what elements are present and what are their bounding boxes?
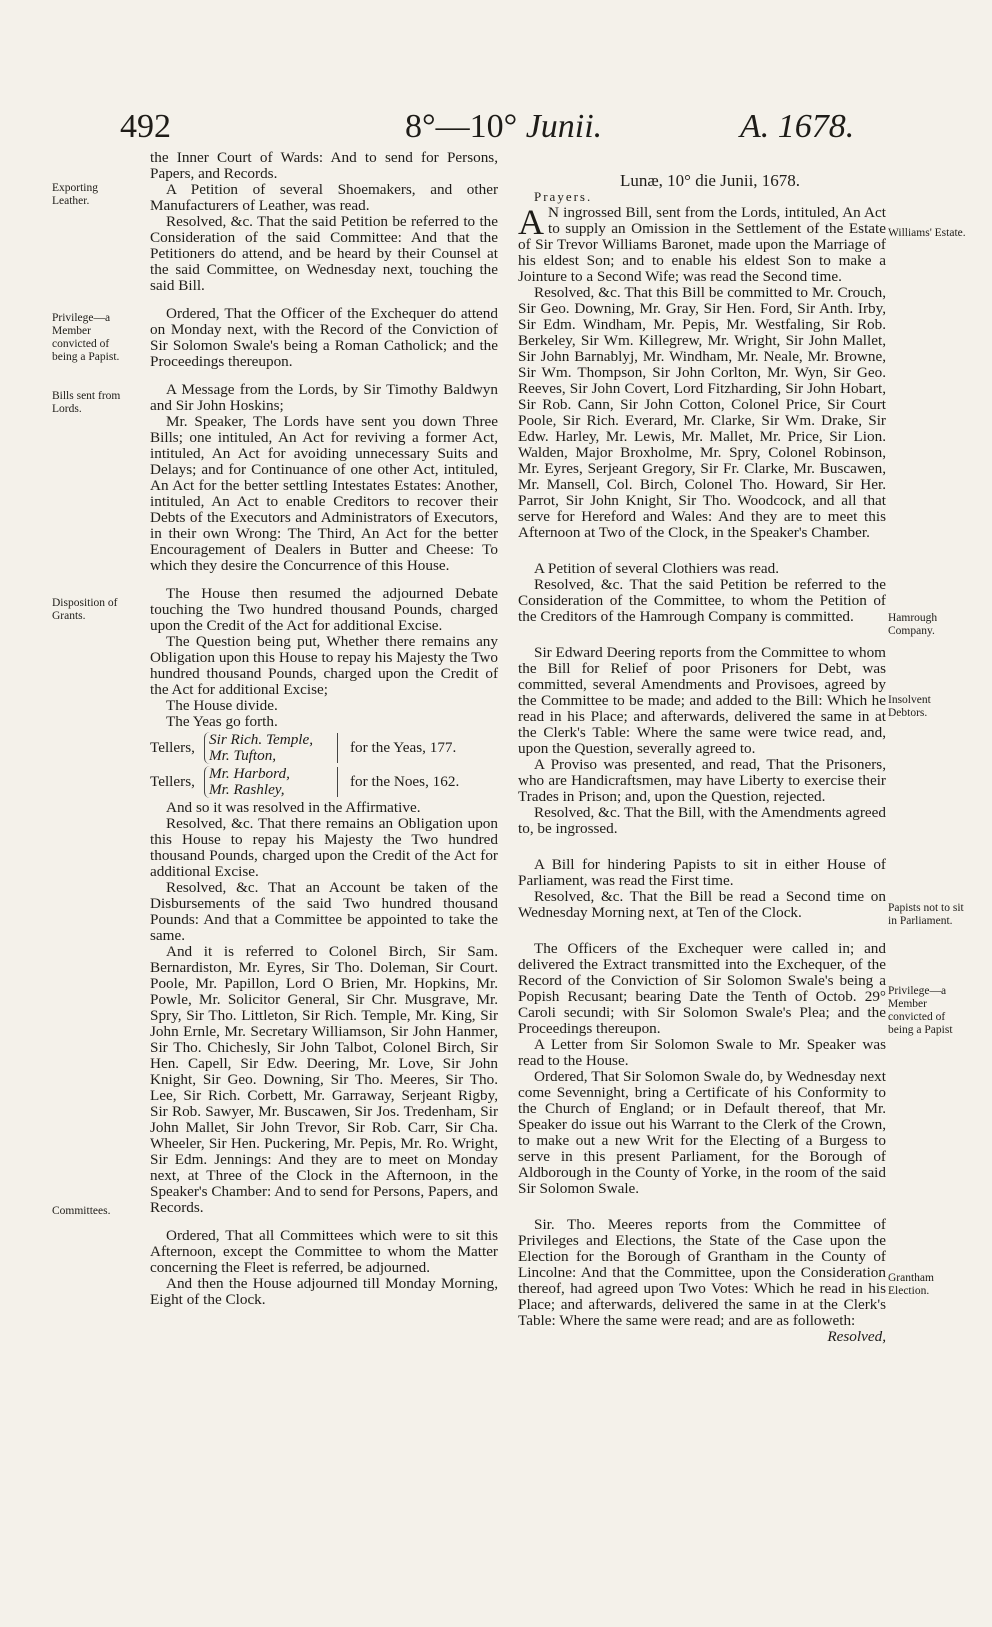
vote-count: for the Noes, 162.	[350, 773, 460, 790]
paragraph: Mr. Speaker, The Lords have sent you down Three Bills; one intituled, An Act for reviving a former Act, intituled, An Act for avoiding unnecessary Suits and Delays; and for Continuance of one other Act, intituled, An Act for the better settling Intestates Estates: Another, intituled, An Act to enable Creditors to recover their Debts of the Executors and Administrators of Executors, in their own Wrong: The Third, An Act for the better Encouragement of Dealers in Butter and Cheese: To which they desire the Concurrence of this House.	[150, 413, 498, 574]
running-year: A. 1678.	[740, 108, 855, 145]
margin-note-exporting-leather: Exporting Leather.	[52, 182, 98, 207]
margin-note-privilege-papist-2: Privilege—a Member convicted of being a Papist	[888, 985, 953, 1036]
paragraph: A Letter from Sir Solomon Swale to Mr. Speaker was read to the House.	[518, 1036, 886, 1069]
paragraph: A Petition of several Clothiers was read.	[534, 560, 780, 577]
tellers-yeas	[150, 732, 498, 764]
paragraph: Resolved, &c. That an Account be taken of the Disbursements of the said Two hundred thousand Pounds: And that a Committee be appointed to take the same.	[150, 879, 498, 944]
paragraph: A Message from the Lords, by Sir Timothy Baldwyn and Sir John Hoskins;	[150, 381, 498, 414]
session-heading: Lunæ, 10° die Junii, 1678.	[619, 171, 801, 190]
paragraph: The Question being put, Whether there remains any Obligation upon this House to repay his Majesty the Two hundred thousand Pounds, charged upon the Credit of the Act for additional Excise;	[150, 633, 498, 698]
paragraph: The Yeas go forth.	[166, 713, 278, 730]
margin-note-williams-estate: Williams' Estate.	[888, 227, 966, 239]
tellers-label: Tellers,	[150, 773, 195, 790]
brace	[329, 733, 338, 763]
paragraph: Resolved, &c. That the Bill be read a Second time on Wednesday Morning next, at Ten of the Clock.	[518, 888, 886, 921]
paragraph: Ordered, That Sir Solomon Swale do, by Wednesday next come Sevennight, bring a Certificate of his Conformity to the Church of England; or in Default thereof, that Mr. Speaker do issue out his Warrant to the Clerk of the Crown, to make out a new Writ for the Electing of a Burgess to serve in this present Parliament, for the Borough of Aldborough in the County of Yorke, in the room of the said Sir Solomon Swale.	[518, 1068, 886, 1197]
paragraph: Resolved, &c. That the said Petition be referred to the Consideration of the said Committee: And that the Petitioners do attend, and be heard by their Counsel at the said Committee, on Wednesday next, touching the said Bill.	[150, 213, 498, 294]
teller-names: Mr. Harbord, Mr. Rashley,	[204, 766, 329, 798]
paragraph: the Inner Court of Wards: And to send for Persons, Papers, and Records.	[150, 149, 498, 182]
paragraph: A Proviso was presented, and read, That the Prisoners, who are Handicraftsmen, may have Liberty to exercise their Trades in Prison; and, upon the Question, rejected.	[518, 756, 886, 805]
margin-note-hamrough: Hamrough Company.	[888, 612, 938, 637]
paragraph: Resolved, &c. That there remains an Obligation upon this House to repay his Majesty the Two hundred thousand Pounds, charged upon the Credit of the Act for additional Excise.	[150, 815, 498, 880]
paragraph: A N ingrossed Bill, sent from the Lords, intituled, An Act to supply an Omission in the Settlement of the Estate of Sir Trevor Williams Baronet, made upon the Marriage of his eldest Son; and to enable his eldest Son to make a Jointure to a Second Wife; was read the Second time.	[518, 202, 886, 285]
margin-note-papists: Papists not to sit in Parliament.	[888, 902, 964, 927]
adjournment: And then the House adjourned till Monday Morning, Eight of the Clock.	[150, 1275, 498, 1308]
paragraph: Resolved, &c. That the Bill, with the Amendments agreed to, be ingrossed.	[518, 804, 886, 837]
paragraph: Resolved, &c. That this Bill be committed to Mr. Crouch, Sir Geo. Downing, Mr. Gray, Sir Hen. Ford, Sir Anth. Irby, Sir Edm. Windham, Mr. Pepis, Mr. Westfaling, Sir Rob. Berkeley, Sir Wm. Killegrew, Mr. Wright, Sir John Mallet, Sir John Barnablyj, Mr. Windham, Mr. Neale, Mr. Browne, Sir Wm. Thompson, Sir John Corlton, Mr. Wyn, Sir Geo. Reeves, Sir John Covert, Lord Fitzharding, Sir John Hobart, Sir Rob. Cann, Sir John Cotton, Colonel Price, Sir Court Poole, Sir Rich. Everard, Mr. Clarke, Sir Wm. Drake, Sir Edw. Harley, Mr. Lewis, Mr. Mallet, Mr. Price, Sir Lion. Walden, Major Broxholme, Mr. Spry, Colonel Robinson, Mr. Eyres, Serjeant Gregory, Sir Fr. Clarke, Mr. Buscawen, Mr. Mansell, Col. Birch, Colonel Tho. Howard, Sir Her. Parrot, Sir John Knight, Sir Tho. Woodcock, and all that serve for Hereford and Wales: And they are to meet this Afternoon at Two of the Clock, in the Speaker's Chamber.	[518, 284, 886, 541]
tellers-label: Tellers,	[150, 739, 195, 756]
paragraph: Sir Edward Deering reports from the Committee to whom the Bill for Relief of poor Prisoners for Debt, was committed, several Amendments and Provisoes, agreed by the Committee to be made; and added to the Bill: Which he read in his Place; and afterwards, delivered the same in at the Clerk's Table: Where the same were twice read, and, upon the Question, severally agreed to.	[518, 644, 886, 757]
running-date: 8°—10° Junii.	[405, 108, 603, 145]
margin-note-disposition-grants: Disposition of Grants.	[52, 597, 118, 622]
drop-cap: A	[518, 202, 544, 242]
paragraph: Ordered, That the Officer of the Exchequer do attend on Monday next, with the Record of the Conviction of Sir Solomon Swale's being a Roman Catholick; and the Proceedings thereupon.	[150, 305, 498, 370]
vote-count: for the Yeas, 177.	[350, 739, 457, 756]
paragraph: Sir. Tho. Meeres reports from the Committee of Privileges and Elections, the State of the Case upon the Election for the Borough of Grantham in the County of Lincolne: And that the Committee, upon the Consideration thereof, had agreed upon Two Votes: Which he read in his Place; and afterwards, delivered the same in at the Clerk's Table: Where the same were read; and are as followeth:	[518, 1216, 886, 1329]
paragraph: A Petition of several Shoemakers, and other Manufacturers of Leather, was read.	[150, 181, 498, 214]
paragraph: The House then resumed the adjourned Debate touching the Two hundred thousand Pounds, charged upon the Credit of the Act for additional Excise.	[150, 585, 498, 634]
paragraph: Ordered, That all Committees which were to sit this Afternoon, except the Committee to whom the Matter concerning the Fleet is referred, be adjourned.	[150, 1227, 498, 1276]
tellers-noes	[150, 766, 498, 798]
paragraph: The House divide.	[166, 697, 278, 714]
margin-note-grantham: Grantham Election.	[888, 1272, 934, 1297]
right-column	[518, 173, 886, 1345]
paragraph: And it is referred to Colonel Birch, Sir Sam. Bernardiston, Mr. Eyres, Sir Tho. Doleman, Sir Court. Poole, Mr. Papillon, Lord O Brien, Mr. Hopkins, Mr. Powle, Mr. Solicitor General, Sir Chr. Musgrave, Mr. Spry, Sir Tho. Littleton, Sir Rich. Temple, Mr. King, Sir John Ernle, Mr. Secretary Williamson, Sir John Hanmer, Sir Tho. Chichesly, Sir John Talbot, Colonel Birch, Sir Hen. Capell, Sir Edw. Deering, Mr. Love, Sir John Knight, Sir Geo. Downing, Sir Tho. Meeres, Sir Tho. Lee, Sir Rich. Corbett, Mr. Garraway, Serjeant Rigby, Sir Rob. Sawyer, Mr. Buscawen, Sir Jos. Tredenham, Sir John Mallet, Sir John Trevor, Sir Rob. Carr, Sir Cha. Wheeler, Sir Hen. Puckering, Mr. Pepis, Mr. Ro. Wright, Sir Edm. Jennings: And they are to meet on Monday next, at Three of the Clock in the Afternoon, in the Speaker's Chamber: And to send for Persons, Papers, and Records.	[150, 943, 498, 1216]
paragraph: The Officers of the Exchequer were called in; and delivered the Extract transmitted into the Exchequer, of the Record of the Conviction of Sir Solomon Swale's being a Popish Recusant; bearing Date the Tenth of Octob. 29° Caroli secundi; with Sir Solomon Swale's Plea; and the Proceedings thereupon.	[518, 940, 886, 1037]
catchword: Resolved,	[827, 1328, 886, 1345]
left-column	[150, 150, 498, 1308]
paragraph: Resolved, &c. That the said Petition be referred to the Consideration of the Committee, to whom the Petition of the Creditors of the Hamrough Company is committed.	[518, 576, 886, 625]
margin-note-insolvent: Insolvent Debtors.	[888, 694, 931, 719]
brace	[329, 767, 338, 797]
margin-note-privilege-papist: Privilege—a Member convicted of being a Papist.	[52, 312, 120, 363]
prayers: Prayers.	[534, 189, 593, 204]
margin-note-committees: Committees.	[52, 1205, 111, 1217]
teller-names: Sir Rich. Temple, Mr. Tufton,	[204, 732, 329, 764]
page-number: 492	[120, 108, 171, 145]
paragraph: A Bill for hindering Papists to sit in either House of Parliament, was read the First time.	[518, 856, 886, 889]
margin-note-bills-sent: Bills sent from Lords.	[52, 390, 121, 415]
paragraph: And so it was resolved in the Affirmative.	[166, 799, 421, 816]
